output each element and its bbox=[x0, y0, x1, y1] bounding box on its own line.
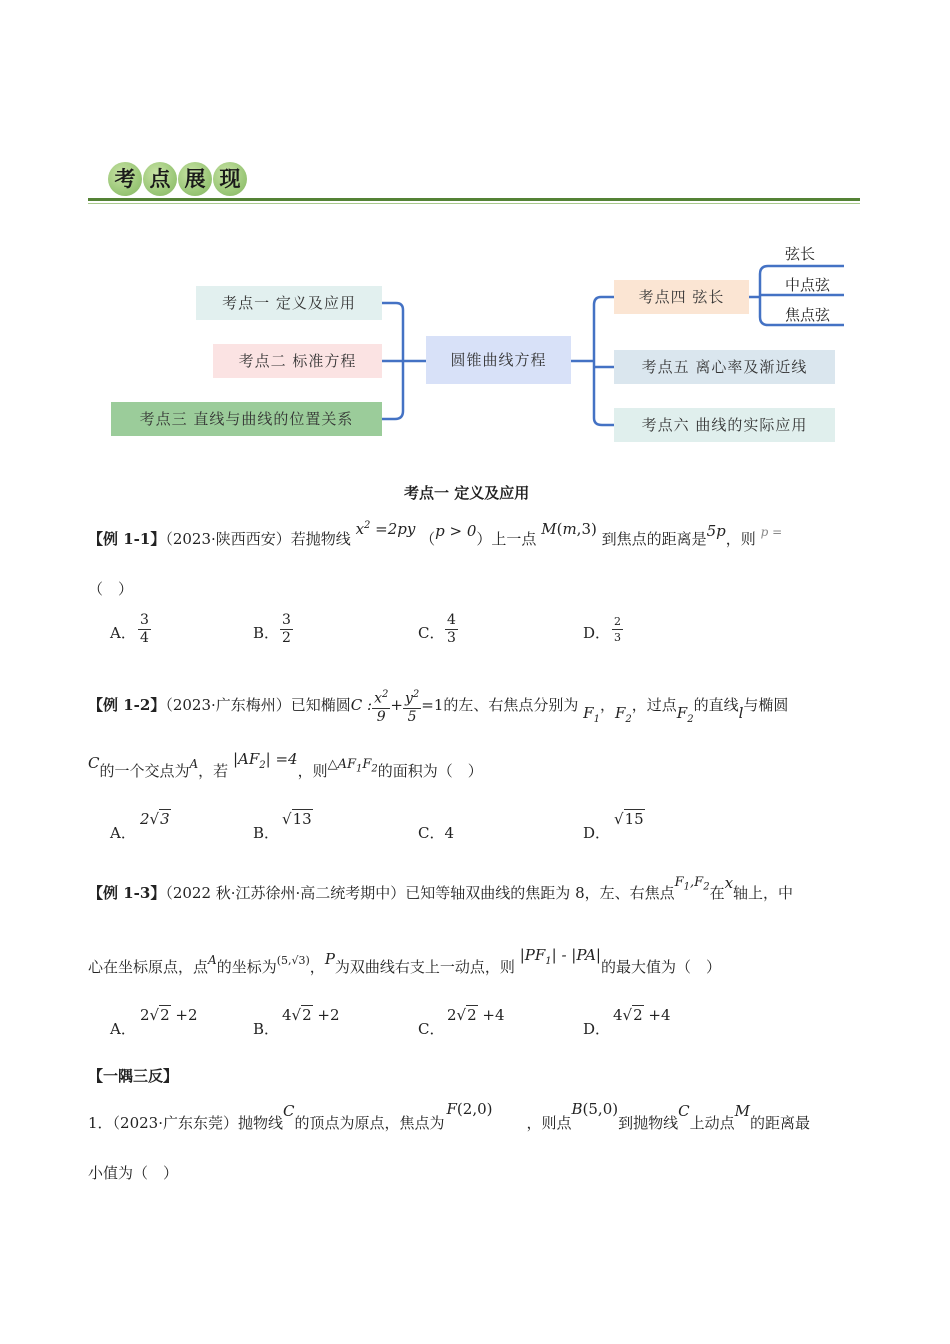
option-d-label[interactable]: D． bbox=[583, 624, 611, 642]
ellipse-frac-x: $\frac{x^2}{9}$ bbox=[372, 686, 390, 726]
example-1-3-text-7: 的最大值为（ ） bbox=[600, 958, 721, 976]
example-1-2-text-2: ，过点 bbox=[631, 695, 677, 714]
section-title: 考点一 定义及应用 bbox=[404, 484, 530, 502]
example-1-1-paren: （ ） bbox=[88, 580, 134, 598]
example-1-3-text-5: ， bbox=[309, 958, 325, 976]
practice-q1-text-f: 的距离最 bbox=[749, 1114, 810, 1132]
option-a-label-2[interactable]: A． bbox=[110, 824, 136, 842]
example-1-2-options bbox=[0, 808, 950, 842]
header-badge-3: 展 bbox=[178, 162, 212, 196]
point-a: A bbox=[189, 757, 199, 771]
mind-map-connectors bbox=[0, 0, 950, 460]
p-equals: p = bbox=[760, 525, 783, 539]
topic-5-box: 考点五 离心率及渐近线 bbox=[614, 350, 835, 384]
topic-3-box: 考点三 直线与曲线的位置关系 bbox=[111, 402, 382, 436]
example-1-3-text-3: 心在坐标原点，点 bbox=[88, 958, 209, 976]
practice-q1-line-2: 小值为（ ） bbox=[88, 1164, 179, 1182]
pf1-minus-pa: $|PF_1| - |PA|$ bbox=[519, 946, 601, 967]
topic-6-box: 考点六 曲线的实际应用 bbox=[614, 408, 835, 442]
focus-f-value: (2,0) bbox=[456, 1100, 493, 1118]
example-1-1-tag: 【例 1-1】 bbox=[88, 530, 166, 548]
point-a-3: A bbox=[208, 953, 217, 967]
option-d-value: $\frac{2}{3}$ bbox=[614, 615, 621, 644]
point-m: M bbox=[541, 520, 557, 538]
ellipse-equation: C : bbox=[350, 695, 373, 714]
option-b-label-3[interactable]: B． bbox=[253, 1020, 280, 1038]
practice-q1 bbox=[88, 1100, 810, 1133]
practice-q1-text-c: ，则点 bbox=[526, 1114, 572, 1132]
option-d-value-3: 4√2 +4 bbox=[613, 1006, 671, 1024]
option-d-label-2[interactable]: D． bbox=[583, 824, 611, 842]
example-1-3-line-2 bbox=[88, 946, 721, 979]
topic-2-box: 考点二 标准方程 bbox=[213, 344, 382, 378]
example-1-1-text-3: ，则 bbox=[725, 530, 756, 548]
option-b-value-3: 4√2 +2 bbox=[282, 1006, 340, 1024]
option-c-value: $\frac{4}{3}$ bbox=[447, 612, 456, 646]
example-1-2-line-2 bbox=[88, 750, 483, 783]
point-b-value: (5,0) bbox=[582, 1100, 619, 1118]
example-1-3-source: （2022 秋·江苏徐州·高二统考期中）已知等轴双曲线的焦距为 8，左、右焦点 bbox=[165, 884, 675, 902]
example-1-2-text-4: 与椭圆 bbox=[743, 695, 789, 714]
af2-condition: $|AF_2| =4$ bbox=[232, 750, 298, 771]
option-c-value-3: 2√2 +4 bbox=[447, 1006, 505, 1024]
sub-topic-chord-length: 弦长 bbox=[785, 245, 816, 263]
example-1-1-options bbox=[0, 612, 950, 656]
practice-q1-text-a: 1．（2023·广东东莞）抛物线 bbox=[88, 1114, 283, 1132]
parabola-c: C bbox=[283, 1102, 295, 1120]
focus-f1: $F_1$ bbox=[583, 703, 600, 725]
example-1-2-text-1: 的左、右焦点分别为 bbox=[443, 695, 579, 714]
distance-value: 5p bbox=[706, 522, 726, 540]
focus-f2-again: $F_2$ bbox=[676, 703, 694, 725]
triangle-af1f2: $\triangle AF_1F_2$ bbox=[327, 757, 378, 775]
ellipse-frac-y: $\frac{y^2}{5}$ bbox=[403, 686, 421, 726]
example-1-2-text-8: 的面积为（ ） bbox=[377, 762, 483, 780]
line-l: l bbox=[738, 703, 744, 722]
example-1-2: 【例 1-2】（2023·广东梅州）已知椭圆C : $\frac{x^2}{9}$ + $\frac{y^2}{5}$ =1的左、右焦点分别为 $F_1$，$F_2$，过点$F_2$的直线l与椭圆 bbox=[88, 686, 788, 726]
sub-topic-midpoint-chord: 中点弦 bbox=[785, 276, 831, 294]
condition-p: p > 0 bbox=[435, 522, 477, 540]
option-a-value: $\frac{3}{4}$ bbox=[140, 612, 149, 646]
example-1-3 bbox=[88, 874, 794, 905]
practice-q1-text-e: 上动点 bbox=[689, 1114, 735, 1132]
example-1-3-text-1: 在 bbox=[709, 884, 725, 902]
example-1-2-text-6: ，若 bbox=[198, 762, 229, 780]
point-m-coords: (m,3) bbox=[556, 520, 597, 538]
practice-title: 【一隅三反】 bbox=[88, 1067, 179, 1085]
header-badge-4: 现 bbox=[213, 162, 247, 196]
focus-f2: $F_2$ bbox=[614, 703, 632, 725]
option-b-label-2[interactable]: B． bbox=[253, 824, 280, 842]
option-b-value: $\frac{3}{2}$ bbox=[282, 612, 291, 646]
option-a-value-3: 2√2 +2 bbox=[140, 1006, 198, 1024]
option-c-value-2: 4 bbox=[444, 824, 455, 842]
topic-4-box: 考点四 弦长 bbox=[614, 280, 749, 314]
sub-topic-focal-chord: 焦点弦 bbox=[785, 306, 831, 324]
header-badge-2: 点 bbox=[143, 162, 177, 196]
option-c-label[interactable]: C． bbox=[418, 624, 445, 642]
example-1-2-text-5: 的一个交点为 bbox=[99, 762, 190, 780]
option-c-label-2[interactable]: C．4 bbox=[418, 824, 455, 842]
option-a-label[interactable]: A． bbox=[110, 624, 136, 642]
option-d-value-2: √15 bbox=[614, 810, 644, 828]
option-d-label-3[interactable]: D． bbox=[583, 1020, 611, 1038]
parabola-equation: $x^2 =2py$ bbox=[355, 520, 416, 538]
point-p: P bbox=[324, 950, 335, 968]
point-b: B bbox=[571, 1100, 583, 1118]
example-1-1-source: （2023·陕西西安）若抛物线 bbox=[165, 530, 351, 548]
example-1-2-source: （2023·广东梅州）已知椭圆 bbox=[165, 695, 351, 714]
center-topic-box: 圆锥曲线方程 bbox=[426, 336, 571, 384]
example-1-1 bbox=[88, 520, 783, 549]
axis-x: x bbox=[724, 874, 734, 892]
parabola-c-2: C bbox=[678, 1102, 690, 1120]
example-1-3-options bbox=[0, 1004, 950, 1038]
option-b-label[interactable]: B． bbox=[253, 624, 280, 642]
ellipse-c: C bbox=[88, 754, 100, 772]
option-b-value-2: √13 bbox=[282, 810, 312, 828]
example-1-2-text-7: ，则 bbox=[297, 762, 328, 780]
cond-open: （ bbox=[420, 530, 436, 548]
foci-f1-f2: $F_1,F_2$ bbox=[674, 875, 710, 893]
option-c-label-3[interactable]: C． bbox=[418, 1020, 445, 1038]
topic-1-box: 考点一 定义及应用 bbox=[196, 286, 382, 320]
header-badge-1: 考 bbox=[108, 162, 142, 196]
practice-q1-text-d: 到抛物线 bbox=[618, 1114, 679, 1132]
example-1-2-text-3: 的直线 bbox=[693, 695, 739, 714]
point-m-2: M bbox=[734, 1102, 750, 1120]
example-1-3-tag: 【例 1-3】 bbox=[88, 884, 166, 902]
example-1-3-text-4: 的坐标为 bbox=[216, 958, 277, 976]
cond-close: ）上一点 bbox=[476, 530, 537, 548]
example-1-1-text-2: 到焦点的距离是 bbox=[601, 530, 707, 548]
point-a-coords: (5,√3) bbox=[276, 954, 310, 967]
example-1-3-text-2: 轴上，中 bbox=[733, 884, 794, 902]
option-a-label-3[interactable]: A． bbox=[110, 1020, 136, 1038]
practice-q1-text-b: 的顶点为原点，焦点为 bbox=[294, 1114, 445, 1132]
option-a-value-2: 2√3 bbox=[140, 810, 170, 828]
focus-f-coords: F bbox=[446, 1100, 457, 1118]
example-1-3-text-6: 为双曲线右支上一动点，则 bbox=[334, 958, 515, 976]
example-1-2-tag: 【例 1-2】 bbox=[88, 695, 166, 714]
